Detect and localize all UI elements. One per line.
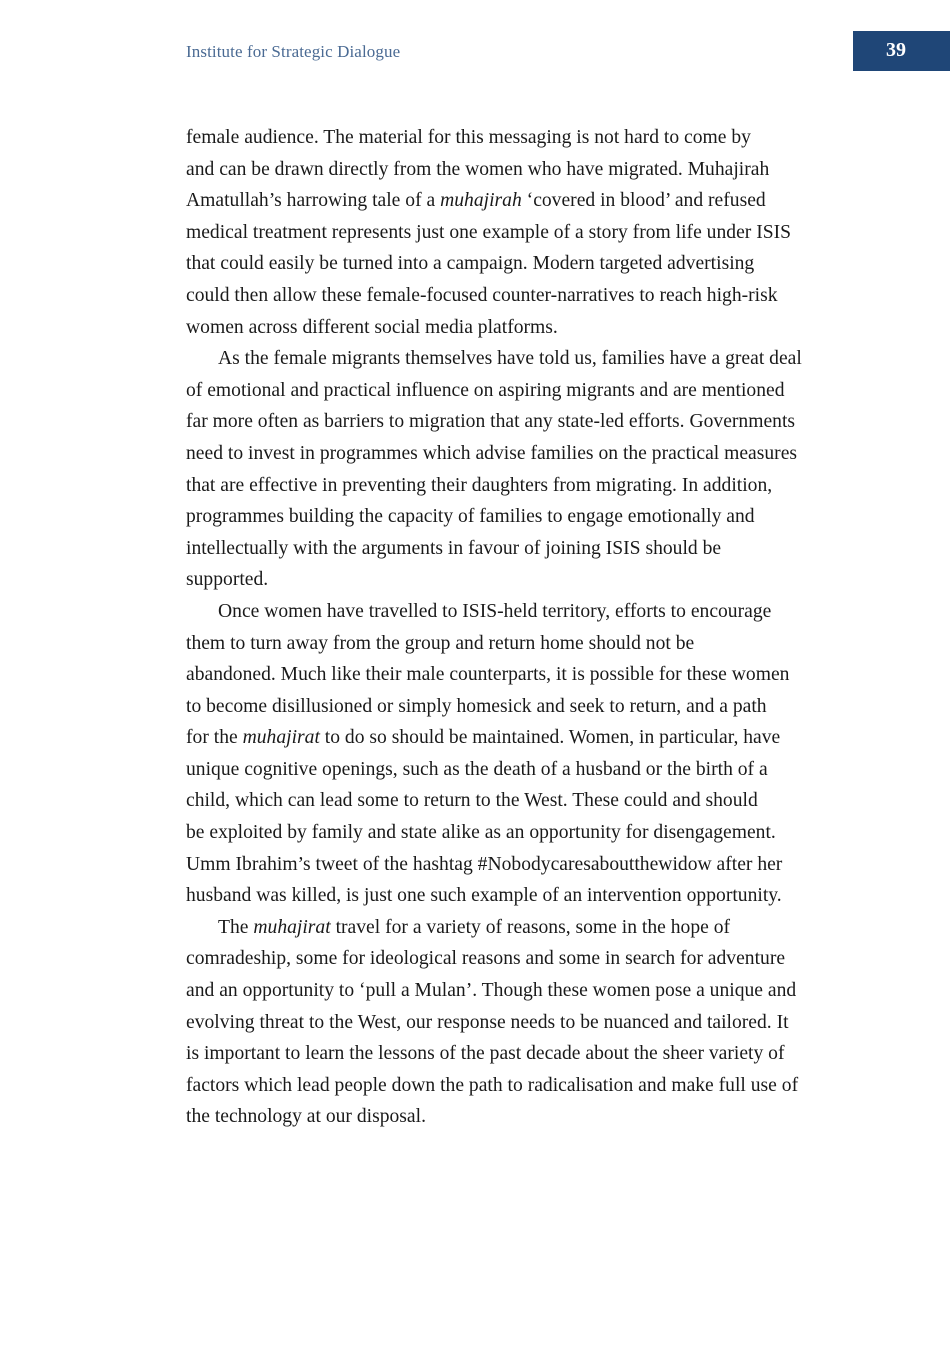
text-line: be exploited by family and state alike as an opportunity for disengagement.	[186, 822, 776, 844]
paragraph-3	[186, 596, 816, 912]
italic-term: muhajirat	[253, 916, 331, 938]
italic-term: muhajirat	[242, 727, 320, 749]
text-line: is important to learn the lessons of the past decade about the sheer variety of	[186, 1043, 785, 1065]
text-line: and can be drawn directly from the women who have migrated. Muhajirah	[186, 158, 770, 180]
text-line: Umm Ibrahim’s tweet of the hashtag #Nobodycaresaboutthewidow after her	[186, 853, 783, 875]
text-run: travel for a variety of reasons, some in the hope of	[330, 916, 731, 938]
text-line	[186, 722, 816, 754]
text-line: medical treatment represents just one example of a story from life under ISIS	[186, 221, 792, 243]
text-line: could then allow these female-focused counter-narratives to reach high-risk	[186, 284, 778, 306]
text-line: that could easily be turned into a campaign. Modern targeted advertising	[186, 253, 755, 275]
text-run: The	[218, 916, 254, 938]
text-line: of emotional and practical influence on aspiring migrants and are mentioned	[186, 379, 785, 401]
organization-name: Institute for Strategic Dialogue	[186, 42, 401, 61]
text-line: Once women have travelled to ISIS-held territory, efforts to encourage	[218, 600, 772, 622]
text-line: comradeship, some for ideological reasons and some in search for adventure	[186, 948, 786, 970]
italic-term: muhajirah	[440, 190, 522, 212]
text-line	[186, 912, 816, 944]
text-line: husband was killed, is just one such example of an intervention opportunity.	[186, 885, 782, 907]
text-line: female audience. The material for this messaging is not hard to come by	[186, 127, 751, 148]
text-line: far more often as barriers to migration that any state-led efforts. Governments	[186, 411, 796, 433]
body-text	[186, 122, 816, 1133]
text-line: that are effective in preventing their daughters from migrating. In addition,	[186, 474, 773, 496]
text-run: to do so should be maintained. Women, in particular, have	[319, 727, 781, 749]
text-line: child, which can lead some to return to the West. These could and should	[186, 790, 758, 812]
text-line: factors which lead people down the path to radicalisation and make full use of	[186, 1074, 799, 1096]
text-run: Amatullah’s harrowing tale of a	[186, 190, 441, 212]
text-line: to become disillusioned or simply homesick and seek to return, and a path	[186, 695, 767, 717]
text-line: evolving threat to the West, our response needs to be nuanced and tailored. It	[186, 1011, 789, 1033]
text-line: As the female migrants themselves have told us, families have a great deal	[218, 348, 802, 370]
text-line: intellectually with the arguments in favour of joining ISIS should be	[186, 537, 722, 559]
text-line: the technology at our disposal.	[186, 1106, 426, 1128]
paragraph-2	[186, 343, 816, 596]
text-line: supported.	[186, 569, 269, 591]
paragraph-1	[186, 122, 816, 343]
text-line: programmes building the capacity of families to engage emotionally and	[186, 506, 755, 528]
text-line: women across different social media platforms.	[186, 316, 558, 338]
text-run: ‘covered in blood’ and refused	[521, 190, 766, 212]
page-number-box	[853, 31, 950, 71]
text-line: need to invest in programmes which advise families on the practical measures	[186, 442, 798, 464]
page-number: 39	[886, 39, 906, 61]
text-run: for the	[186, 727, 243, 749]
text-line: them to turn away from the group and return home should not be	[186, 632, 695, 654]
paragraph-4	[186, 912, 816, 1133]
text-line: abandoned. Much like their male counterparts, it is possible for these women	[186, 664, 790, 686]
text-line: and an opportunity to ‘pull a Mulan’. Though these women pose a unique and	[186, 980, 797, 1002]
text-line	[186, 185, 816, 217]
text-line: unique cognitive openings, such as the death of a husband or the birth of a	[186, 758, 768, 780]
